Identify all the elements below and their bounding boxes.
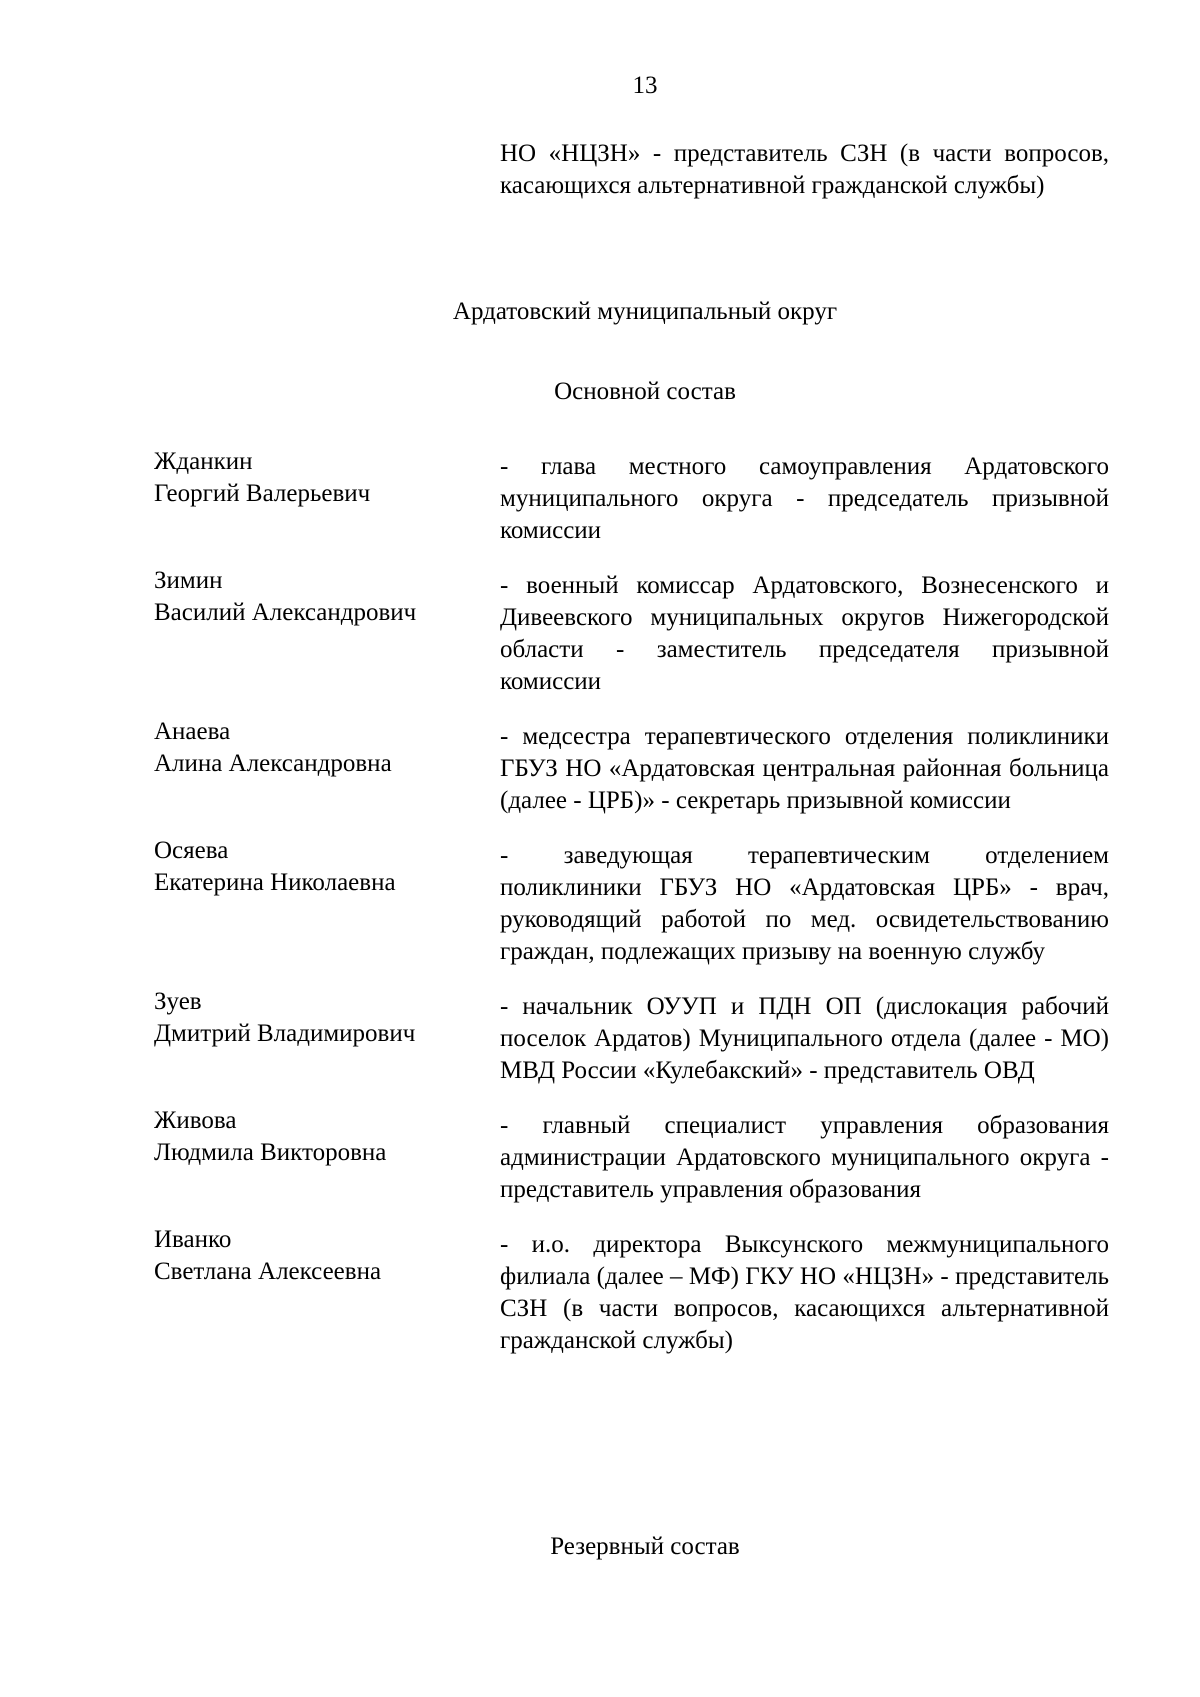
member-name — [154, 446, 500, 547]
member-entry — [154, 718, 1109, 817]
member-given-names: Василий Александрович — [154, 599, 417, 626]
member-given-names: Дмитрий Владимирович — [154, 1020, 416, 1047]
district-title: Ардатовский муниципальный округ — [452, 298, 838, 325]
reserve-section-title: Резервный состав — [550, 1533, 740, 1560]
member-surname: Зимин — [154, 567, 223, 594]
member-given-names: Екатерина Николаевна — [154, 869, 396, 896]
member-surname: Иванко — [154, 1226, 232, 1253]
member-given-names: Людмила Викторовна — [154, 1139, 387, 1166]
member-surname: Зуев — [154, 988, 202, 1015]
member-given-names: Алина Александровна — [154, 750, 392, 777]
member-entry — [154, 988, 1109, 1087]
member-name — [154, 835, 500, 968]
member-name — [154, 1105, 500, 1206]
member-entry — [154, 837, 1109, 968]
member-role: - военный комиссар Ардатовского, Вознесенского и Дивеевского муниципальных округов Нижегородской области - заместитель председателя призывной комиссии — [500, 572, 1109, 695]
member-entry — [154, 1107, 1109, 1206]
member-role: - заведующая терапевтическим отделением поликлиники ГБУЗ НО «Ардатовская ЦРБ» - врач, руководящий работой по мед. освидетельствованию граждан, подлежащих призыву на военную службу — [500, 842, 1109, 965]
member-surname: Жданкин — [154, 448, 253, 475]
member-entry — [154, 448, 1109, 547]
member-role: - глава местного самоуправления Ардатовского муниципального округа - председатель призывной комиссии — [500, 453, 1109, 544]
member-surname: Живова — [154, 1107, 237, 1134]
member-role: - медсестра терапевтического отделения поликлиники ГБУЗ НО «Ардатовская центральная районная больница (далее - ЦРБ)» - секретарь призывной комиссии — [500, 723, 1109, 814]
member-role: - главный специалист управления образования администрации Ардатовского муниципального округа - представитель управления образования — [500, 1112, 1109, 1203]
page-number: 13 — [632, 72, 658, 99]
member-name — [154, 986, 500, 1087]
member-surname: Анаева — [154, 718, 231, 745]
member-surname: Осяева — [154, 837, 229, 864]
member-given-names: Георгий Валерьевич — [154, 480, 371, 507]
member-name — [154, 716, 500, 817]
member-role: - начальник ОУУП и ПДН ОП (дислокация рабочий поселок Ардатов) Муниципального отдела (далее - МО) МВД России «Кулебакский» - представитель ОВД — [500, 993, 1109, 1084]
member-name — [154, 1224, 500, 1357]
continued-role-text: НО «НЦЗН» - представитель СЗН (в части вопросов, касающихся альтернативной гражданской службы) — [500, 140, 1109, 199]
member-given-names: Светлана Алексеевна — [154, 1258, 382, 1285]
main-section-title: Основной состав — [554, 378, 736, 405]
member-entry — [154, 567, 1109, 698]
member-role: - и.о. директора Выксунского межмуниципального филиала (далее – МФ) ГКУ НО «НЦЗН» - представитель СЗН (в части вопросов, касающихся альтернативной гражданской службы) — [500, 1231, 1109, 1354]
member-entry — [154, 1226, 1109, 1357]
member-name — [154, 565, 500, 698]
member-list — [154, 448, 1109, 1380]
